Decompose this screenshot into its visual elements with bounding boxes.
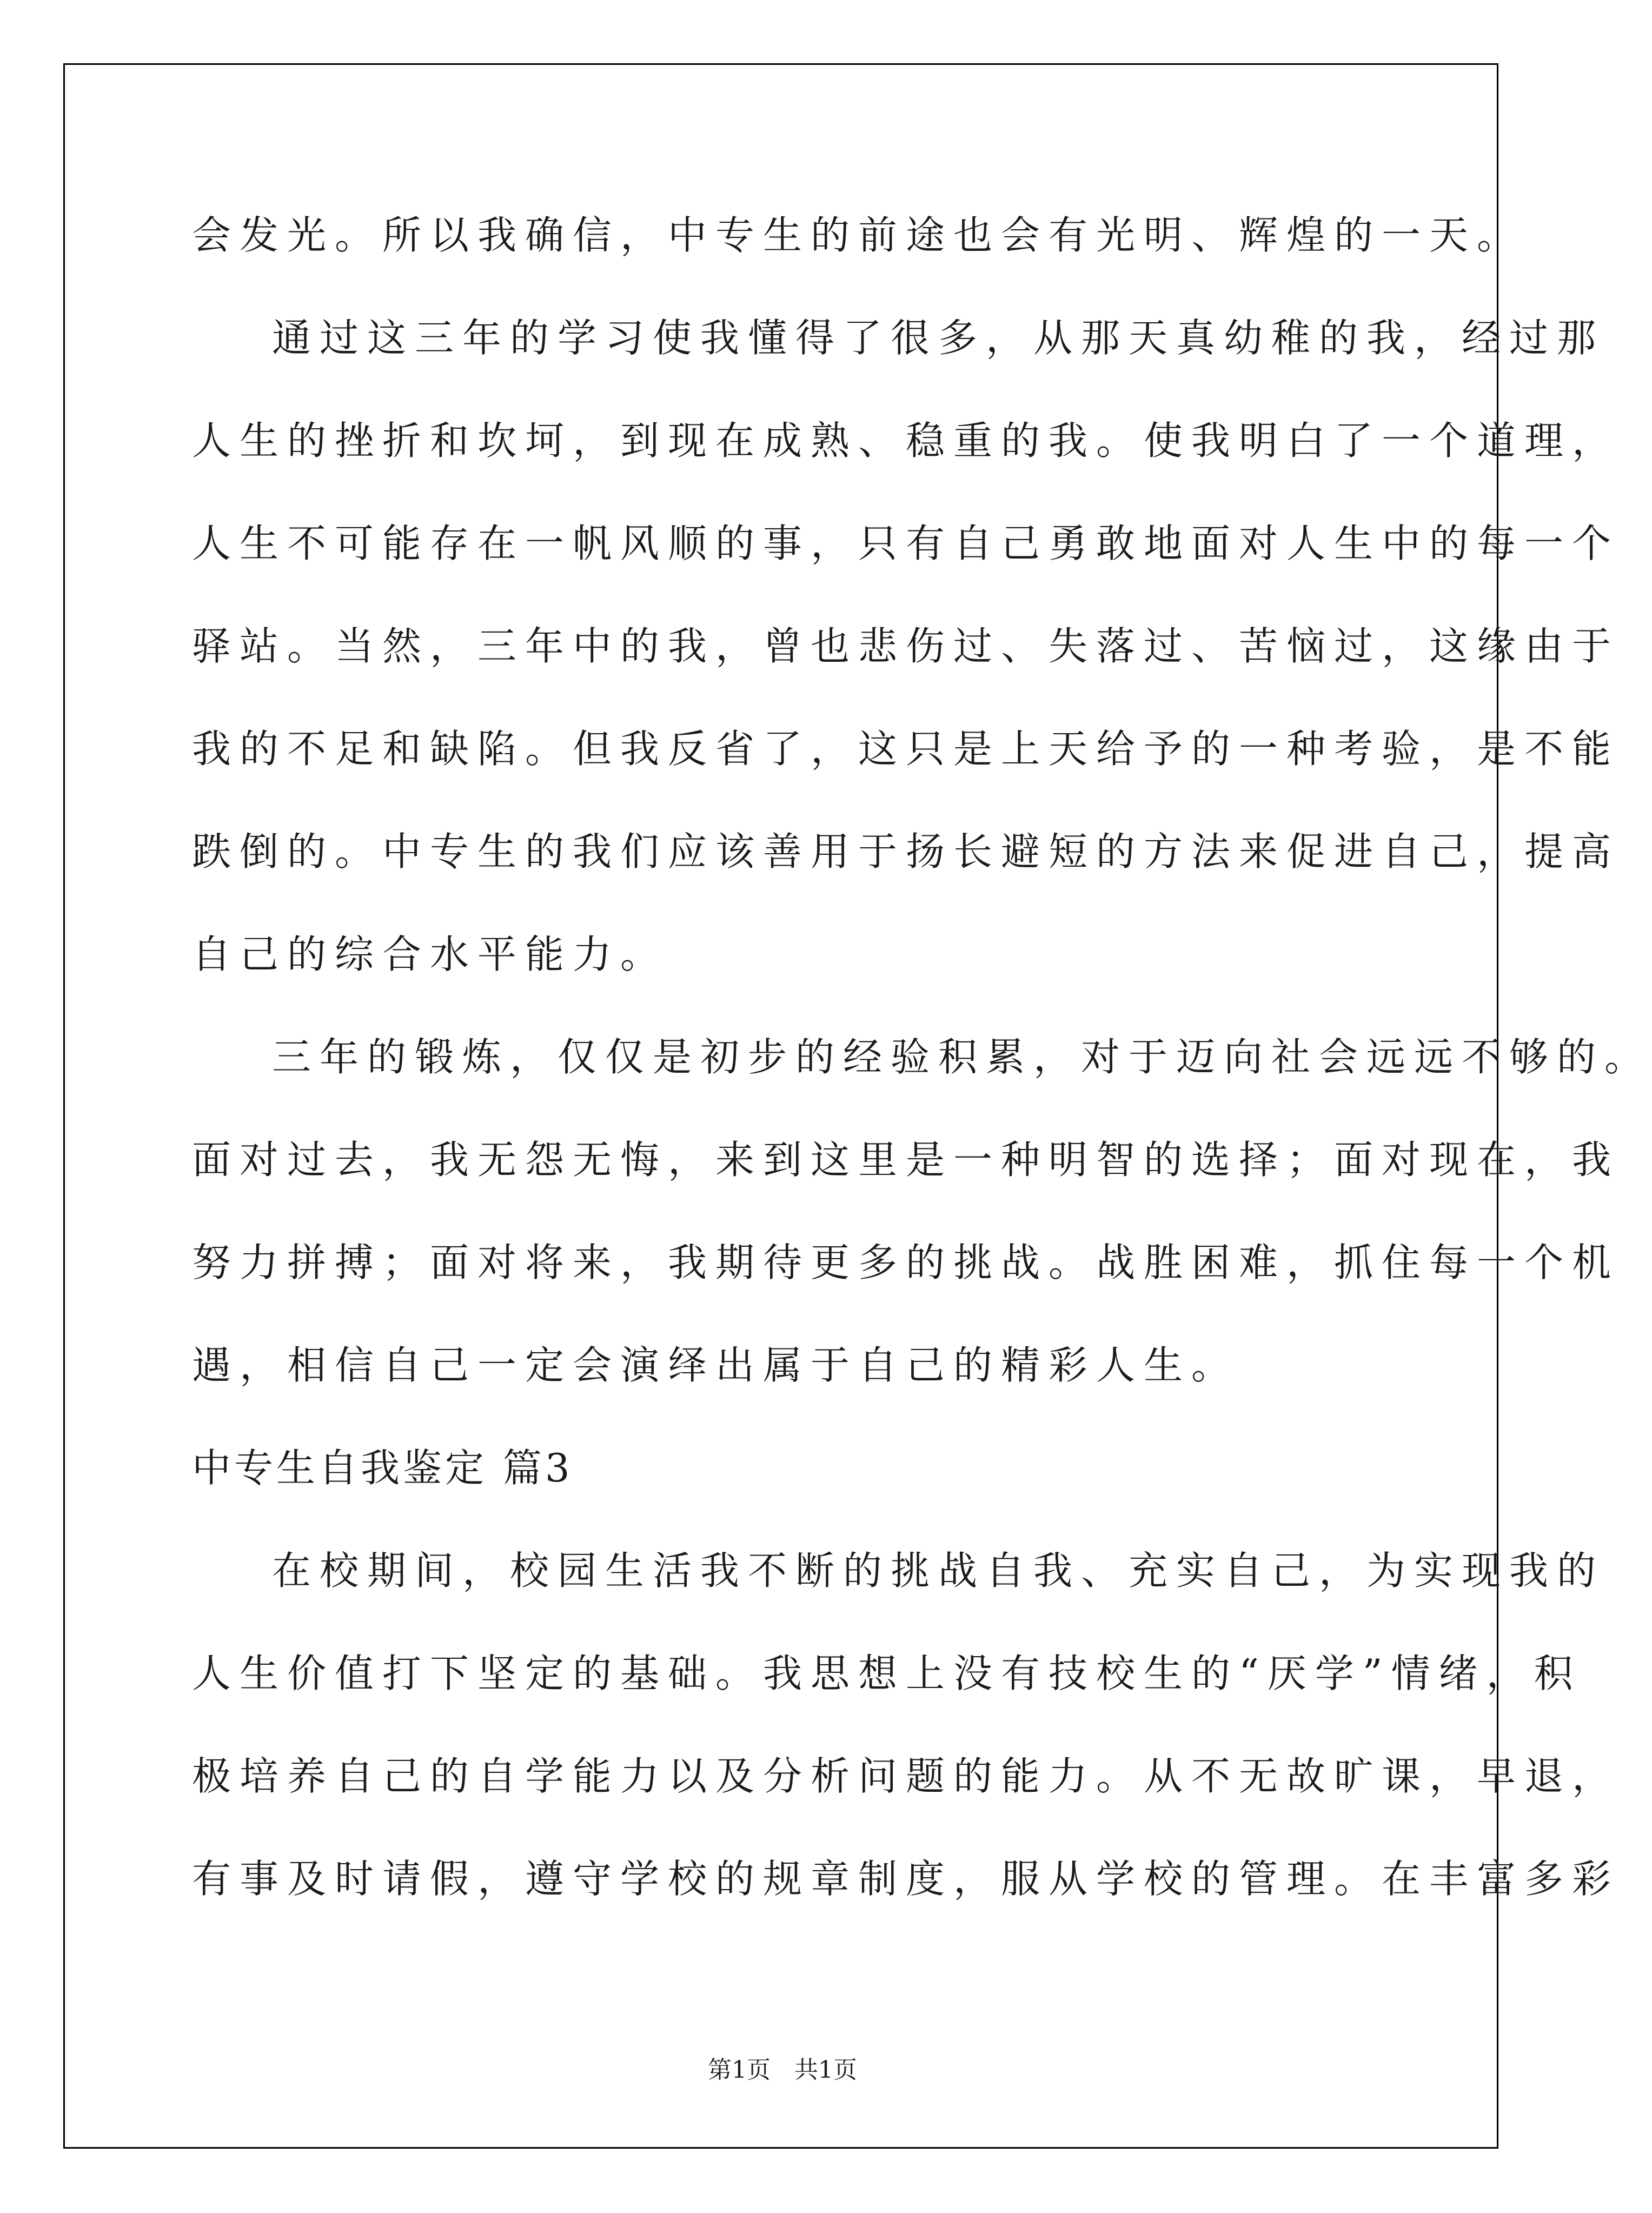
paragraph-start-line: 在校期间，校园生活我不断的挑战自我、充实自己，为实现我的 xyxy=(272,1548,1605,1593)
text-line: 人生价值打下坚定的基础。我思想上没有技校生的“厌学”情绪，积 xyxy=(192,1651,1582,1696)
text-line: 跌倒的。中专生的我们应该善用于扬长避短的方法来促进自己，提高 xyxy=(192,829,1620,874)
text-line: 人生不可能存在一帆风顺的事，只有自己勇敢地面对人生中的每一个 xyxy=(192,521,1620,566)
document-body xyxy=(192,203,1652,1949)
text-line: 驿站。当然，三年中的我，曾也悲伤过、失落过、苦恼过，这缘由于 xyxy=(192,623,1620,669)
text-line: 有事及时请假，遵守学校的规章制度，服从学校的管理。在丰富多彩 xyxy=(192,1856,1620,1902)
text-line: 会发光。所以我确信，中专生的前途也会有光明、辉煌的一天。 xyxy=(192,212,1525,258)
paragraph-start-line: 三年的锻炼，仅仅是初步的经验积累，对于迈向社会远远不够的。 xyxy=(272,1034,1652,1080)
text-line: 自己的综合水平能力。 xyxy=(192,932,668,977)
text-line: 面对过去，我无怨无悔，来到这里是一种明智的选择；面对现在，我 xyxy=(192,1137,1620,1182)
text-line: 人生的挫折和坎坷，到现在成熟、稳重的我。使我明白了一个道理， xyxy=(192,418,1620,463)
text-line: 努力拼搏；面对将来，我期待更多的挑战。战胜困难，抓住每一个机 xyxy=(192,1240,1620,1285)
paragraph-start-line: 通过这三年的学习使我懂得了很多，从那天真幼稚的我，经过那 xyxy=(272,315,1605,361)
text-line: 极培养自己的自学能力以及分析问题的能力。从不无故旷课，早退， xyxy=(192,1753,1620,1799)
text-line: 我的不足和缺陷。但我反省了，这只是上天给予的一种考验，是不能 xyxy=(192,726,1620,772)
text-line: 遇，相信自己一定会演绎出属于自己的精彩人生。 xyxy=(192,1343,1239,1388)
page-footer: 第1页 共1页 xyxy=(708,2056,857,2084)
section-heading: 中专生自我鉴定 篇3 xyxy=(192,1445,573,1491)
